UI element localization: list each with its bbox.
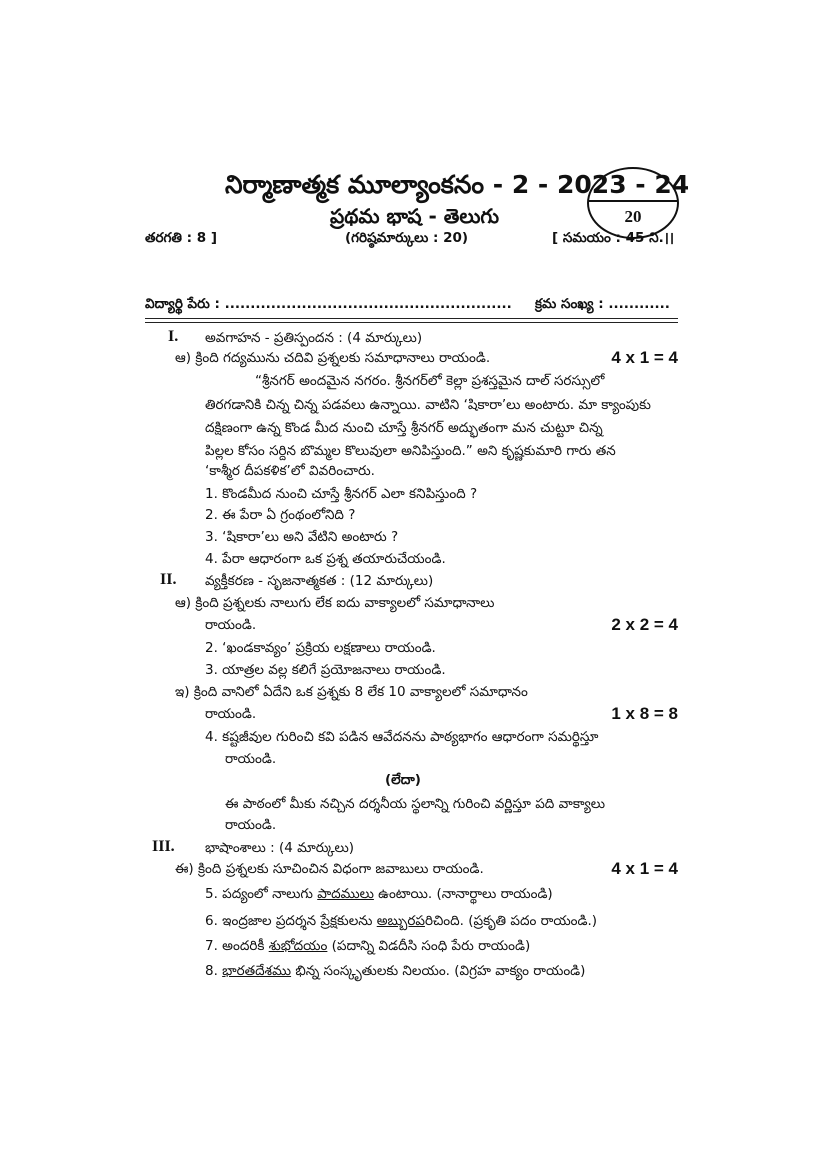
passage-line: తిరగడానికి చిన్న చిన్న పడవలు ఉన్నాయి. వాటిని ‘షికారా’లు అంటారు. మా క్యాంపుకు bbox=[205, 397, 651, 413]
time-allowed: [ సమయం : 45 ని.।। bbox=[552, 230, 674, 246]
underlined-word: అబ్బురప bbox=[376, 913, 425, 929]
question-item: 2. ‘ఖండకావ్యం’ ప్రక్రియ లక్షణాలు రాయండి. bbox=[205, 640, 436, 656]
section-number: III. bbox=[152, 838, 175, 855]
question-item bbox=[205, 885, 553, 903]
text: రిచింది. (ప్రకృతి పదం రాయండి.) bbox=[424, 913, 598, 929]
section-number: I. bbox=[168, 328, 179, 345]
question-item: రాయండి. bbox=[225, 817, 277, 833]
section-number: II. bbox=[160, 571, 177, 588]
marks-scheme: 1 x 8 = 8 bbox=[611, 704, 678, 723]
question-item: 3. ‘షికారా’లు అని వేటిని అంటారు ? bbox=[205, 529, 399, 545]
question-item: 4. పేరా ఆధారంగా ఒక ప్రశ్న తయారుచేయండి. bbox=[205, 551, 446, 567]
question-instruction: ఇ) క్రింది వానిలో ఏదేని ఒక ప్రశ్నకు 8 లేక 10 వాక్యాలలో సమాధానం bbox=[175, 684, 528, 700]
question-item: 4. కష్టజీవుల గురించి కవి పడిన ఆవేదనను పాఠ్యభాగం ఆధారంగా సమర్థిస్తూ bbox=[205, 729, 599, 745]
question-instruction: ఆ) క్రింది ప్రశ్నలకు నాలుగు లేక ఐదు వాక్యాలలో సమాధానాలు bbox=[175, 595, 495, 611]
question-item: 3. యాత్రల వల్ల కలిగే ప్రయోజనాలు రాయండి. bbox=[205, 662, 446, 678]
question-instruction: ఆ) క్రింది గద్యమును చదివి ప్రశ్నలకు సమాధానాలు రాయండి. bbox=[175, 350, 491, 366]
question-item: 1. కొండమీద నుంచి చూస్తే శ్రీనగర్ ఎలా కనిపిస్తుంది ? bbox=[205, 486, 478, 502]
circle-divider bbox=[589, 200, 677, 202]
question-instruction: ఈ) క్రింది ప్రశ్నలకు సూచించిన విధంగా జవాబులు రాయండి. bbox=[175, 861, 484, 877]
passage-line: పిల్లల కోసం సర్దిన బొమ్మల కొలువులా అనిపిస్తుంది.” అని కృష్ణకుమారి గారు తన bbox=[205, 443, 616, 459]
exam-title: నిర్మాణాత్మక మూల్యాంకనం - 2 - 2023 - 24 bbox=[225, 170, 690, 199]
passage-line: దక్షిణంగా ఉన్న కొండ మీద నుంచి చూస్తే శ్రీనగర్ అద్భుతంగా మన చుట్టూ చిన్న bbox=[205, 420, 603, 436]
section-title: అవగాహన - ప్రతిస్పందన : (4 మార్కులు) bbox=[205, 330, 423, 346]
text: ఉంటాయి. (నానార్థాలు రాయండి) bbox=[373, 886, 553, 902]
divider bbox=[145, 322, 678, 323]
roll-number-field: క్రమ సంఖ్య : ............ bbox=[535, 296, 670, 312]
marks-scheme: 4 x 1 = 4 bbox=[611, 859, 678, 878]
text: 7. అందరికీ bbox=[205, 938, 269, 954]
underlined-word: శుభోదయం bbox=[268, 938, 328, 954]
text: 5. పద్యంలో నాలుగు bbox=[205, 886, 318, 902]
class-label: తరగతి : 8 ] bbox=[145, 230, 217, 246]
underlined-word: భారతదేశము bbox=[222, 963, 292, 979]
text: (పదాన్ని విడదీసి సంధి పేరు రాయండి) bbox=[327, 938, 531, 954]
question-item bbox=[205, 937, 530, 955]
question-item bbox=[205, 912, 597, 930]
max-marks: (గరిష్ఠమార్కులు : 20) bbox=[345, 230, 469, 246]
underlined-word: పాదములు bbox=[317, 886, 374, 902]
question-item: రాయండి. bbox=[225, 751, 277, 767]
text: 8. bbox=[205, 963, 223, 979]
question-item: ఈ పాఠంలో మీకు నచ్చిన దర్శనీయ స్థలాన్ని గురించి వర్ణిస్తూ పది వాక్యాలు bbox=[225, 796, 605, 812]
passage-line: ‘కాశ్మీర దీపకళిక’లో వివరించారు. bbox=[205, 463, 375, 479]
or-separator: (లేదా) bbox=[385, 772, 421, 788]
section-title: భాషాంశాలు : (4 మార్కులు) bbox=[205, 840, 355, 856]
section-title: వ్యక్తీకరణ - సృజనాత్మకత : (12 మార్కులు) bbox=[205, 573, 434, 589]
passage-line: “శ్రీనగర్ అందమైన నగరం. శ్రీనగర్‌లో కెల్లా ప్రశస్తమైన దాల్ సరస్సులో bbox=[255, 373, 605, 389]
student-name-field: విద్యార్థి పేరు : ........................................................ bbox=[145, 296, 512, 312]
question-item: 2. ఈ పేరా ఏ గ్రంథంలోనిది ? bbox=[205, 507, 356, 523]
text: భిన్న సంస్కృతులకు నిలయం. (విగ్రహ వాక్యం రాయండి) bbox=[291, 963, 586, 979]
marks-scheme: 4 x 1 = 4 bbox=[611, 348, 678, 367]
question-instruction: రాయండి. bbox=[205, 617, 257, 633]
question-item bbox=[205, 962, 585, 980]
exam-subtitle: ప్రథమ భాష - తెలుగు bbox=[330, 204, 500, 228]
question-instruction: రాయండి. bbox=[205, 706, 257, 722]
text: 6. ఇంద్రజాల ప్రదర్శన ప్రేక్షకులను bbox=[205, 913, 377, 929]
total-marks: 20 bbox=[624, 207, 642, 226]
divider bbox=[145, 318, 678, 319]
marks-scheme: 2 x 2 = 4 bbox=[611, 615, 678, 634]
